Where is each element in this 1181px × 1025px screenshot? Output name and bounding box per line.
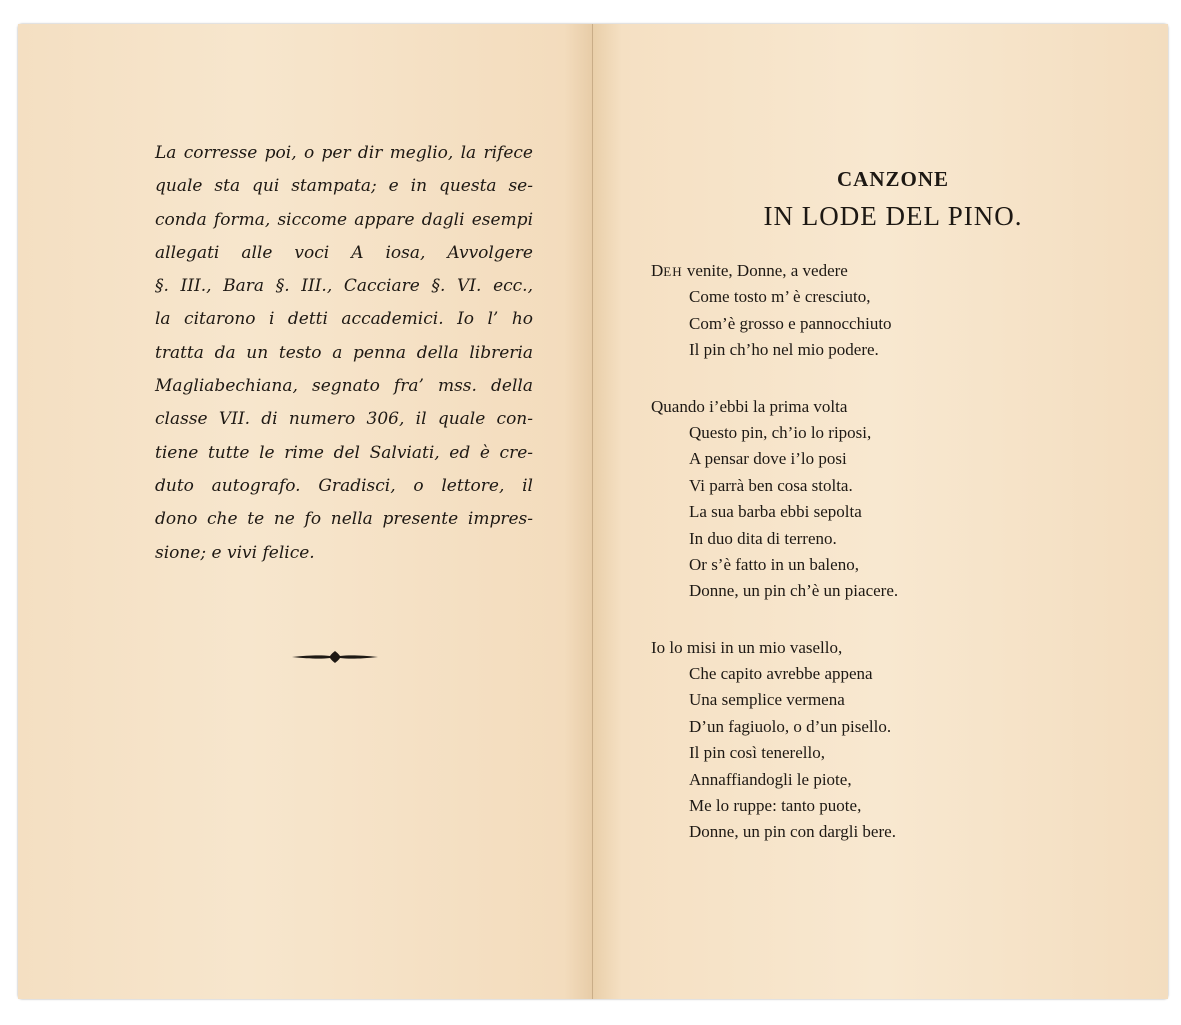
prose-line: quale sta qui stampata; e in questa se- [155,176,533,197]
left-page [18,24,593,999]
initial-letter: D [651,261,664,280]
verse-line: Vi parrà ben cosa stolta. [689,475,853,495]
prose-line-last: sione; e vivi felice. [155,542,315,563]
verse-line: In duo dita di terreno. [689,528,837,548]
verse-line: Il pin così tenerello, [689,743,825,763]
poem-title: IN LODE DEL PINO. [763,201,1023,231]
stanza-1-first-line [651,258,971,284]
book-spread [18,24,1168,999]
verse-line: Come tosto m’ è cresciuto, [689,287,871,307]
prose-line: dono che te ne fo nella presente impres- [155,509,533,530]
prose-line: allegati alle voci A iosa, Avvolgere [155,242,533,263]
verse-line: Donne, un pin ch’è un piacere. [689,581,899,601]
stanza-gap [651,605,971,635]
prose-line: La corresse poi, o per dir meglio, la rifece [155,143,533,163]
verse-line: Or s’è fatto in un baleno, [689,554,859,574]
verse-line: Una semplice vermena [689,690,845,710]
verse-line: Annaffiandogli le piote, [689,769,852,789]
poem-body [651,258,971,846]
verse-line: Il pin ch’ho nel mio podere. [689,340,879,360]
verse-line: A pensar dove i’lo posi [689,449,847,469]
prose-line: classe VII. di numero 306, il quale con- [155,409,533,430]
verse-line: Com’è grosso e pannocchiuto [689,313,892,333]
initial-smallcaps: EH [663,264,683,279]
prose-line: tiene tutte le rime del Salviati, ed è cre- [155,442,533,463]
stanza-gap [651,364,971,394]
right-page [593,24,1168,999]
verse-line: Donne, un pin con dargli bere. [689,822,896,842]
prose-line: Magliabechiana, segnato fra’ mss. della [155,376,533,397]
verse-line: Questo pin, ch’io lo riposi, [689,422,872,442]
preface-paragraph [155,137,533,570]
prose-line: conda forma, siccome appare dagli esempi [155,209,533,230]
poem-genre-title: CANZONE [836,167,949,191]
stanza-2-first-line: Quando i’ebbi la prima volta [651,396,848,416]
prose-line: tratta da un testo a penna della libreria [155,342,533,363]
prose-line: duto autografo. Gradisci, o lettore, il [155,475,533,496]
stanza-3-first-line: Io lo misi in un mio vasello, [651,637,843,657]
verse-line: D’un fagiuolo, o d’un pisello. [689,716,892,736]
prose-line: §. III., Bara §. III., Cacciare §. VI. ecc., [155,276,533,297]
first-line-rest: venite, Donne, a vedere [682,261,848,280]
verse-line: Che capito avrebbe appena [689,664,873,684]
ornament-icon [290,650,380,664]
prose-line: la citarono i detti accademici. Io l’ ho [155,309,533,330]
verse-line: Me lo ruppe: tanto puote, [689,796,862,816]
verse-line: La sua barba ebbi sepolta [689,502,862,522]
